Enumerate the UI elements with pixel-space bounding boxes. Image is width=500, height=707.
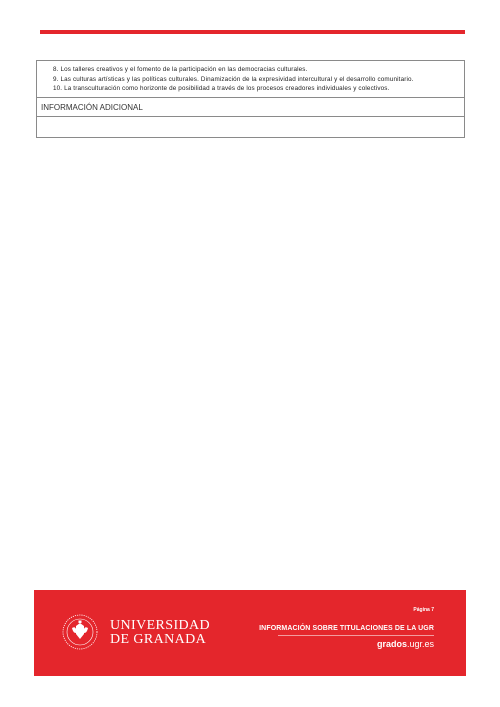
university-name: [110, 619, 210, 647]
page-number: Página 7: [413, 607, 434, 613]
additional-info-body: [37, 117, 464, 137]
topics-list: [37, 61, 464, 98]
topic-item: 9. Las culturas artísticas y las políticas culturales. Dinamización de la expresividad intercultural y el desarrollo comunitario.: [53, 75, 414, 83]
footer-site-link[interactable]: [377, 639, 434, 649]
university-name-line2: DE GRANADA: [110, 632, 207, 647]
site-bold-part: grados: [376, 639, 407, 649]
topic-item: 8. Los talleres creativos y el fomento de la participación en las democracias culturales.: [53, 66, 308, 73]
additional-info-heading: INFORMACIÓN ADICIONAL: [37, 98, 464, 117]
university-name-line1: UNIVERSIDAD: [110, 618, 211, 633]
ugr-seal-icon: [62, 614, 98, 650]
footer-info-title: INFORMACIÓN SOBRE TITULACIONES DE LA UGR: [259, 625, 434, 632]
page-footer: [34, 590, 466, 676]
header-accent-rule: [40, 30, 465, 34]
course-contents-table: [36, 60, 465, 138]
site-domain-part: .ugr.es: [406, 639, 434, 649]
footer-divider: [278, 635, 434, 636]
topic-item: 10. La transculturación como horizonte de posibilidad a través de los procesos creadores individuales y colectivos.: [53, 85, 390, 92]
